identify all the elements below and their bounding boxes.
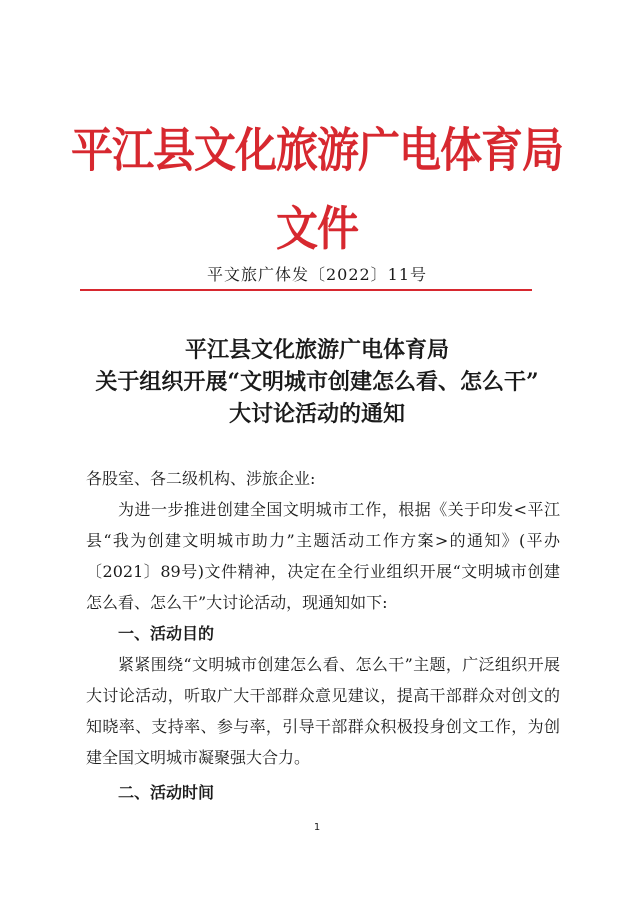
document-number: 平文旅广体发〔2022〕11号 [206, 265, 428, 284]
title-line-1: 平江县文化旅游广电体育局 [184, 337, 449, 363]
section-heading-2: 二、活动时间 [118, 783, 215, 802]
paragraph-intro: 为进一步推进创建全国文明城市工作，根据《关于印发<平江县“我为创建文明城市助力”主题活动工作方案>的通知》(平办〔2021〕89号)文件精神，决定在全行业组织开展“文明城市创建怎么看、怎么干”大讨论活动，现通知如下: [86, 500, 560, 612]
masthead: 平江县文化旅游广电体育局文件 [70, 122, 563, 257]
paragraph-purpose: 紧紧围绕“文明城市创建怎么看、怎么干”主题，广泛组织开展大讨论活动，听取广大干部群众意见建议，提高干部群众对创文的知晓率、支持率、参与率，引导干部群众积极投身创文工作，为创建全国文明城市凝聚强大合力。 [86, 655, 560, 767]
red-divider-line [80, 289, 532, 291]
title-line-3: 大讨论活动的通知 [228, 401, 405, 427]
document-body [86, 463, 560, 808]
addressee: 各股室、各二级机构、涉旅企业: [86, 469, 316, 488]
document-title [70, 334, 564, 430]
page-number: 1 [313, 822, 321, 833]
section-heading-1: 一、活动目的 [118, 624, 215, 643]
title-line-2: 关于组织开展“文明城市创建怎么看、怎么干” [95, 369, 539, 395]
